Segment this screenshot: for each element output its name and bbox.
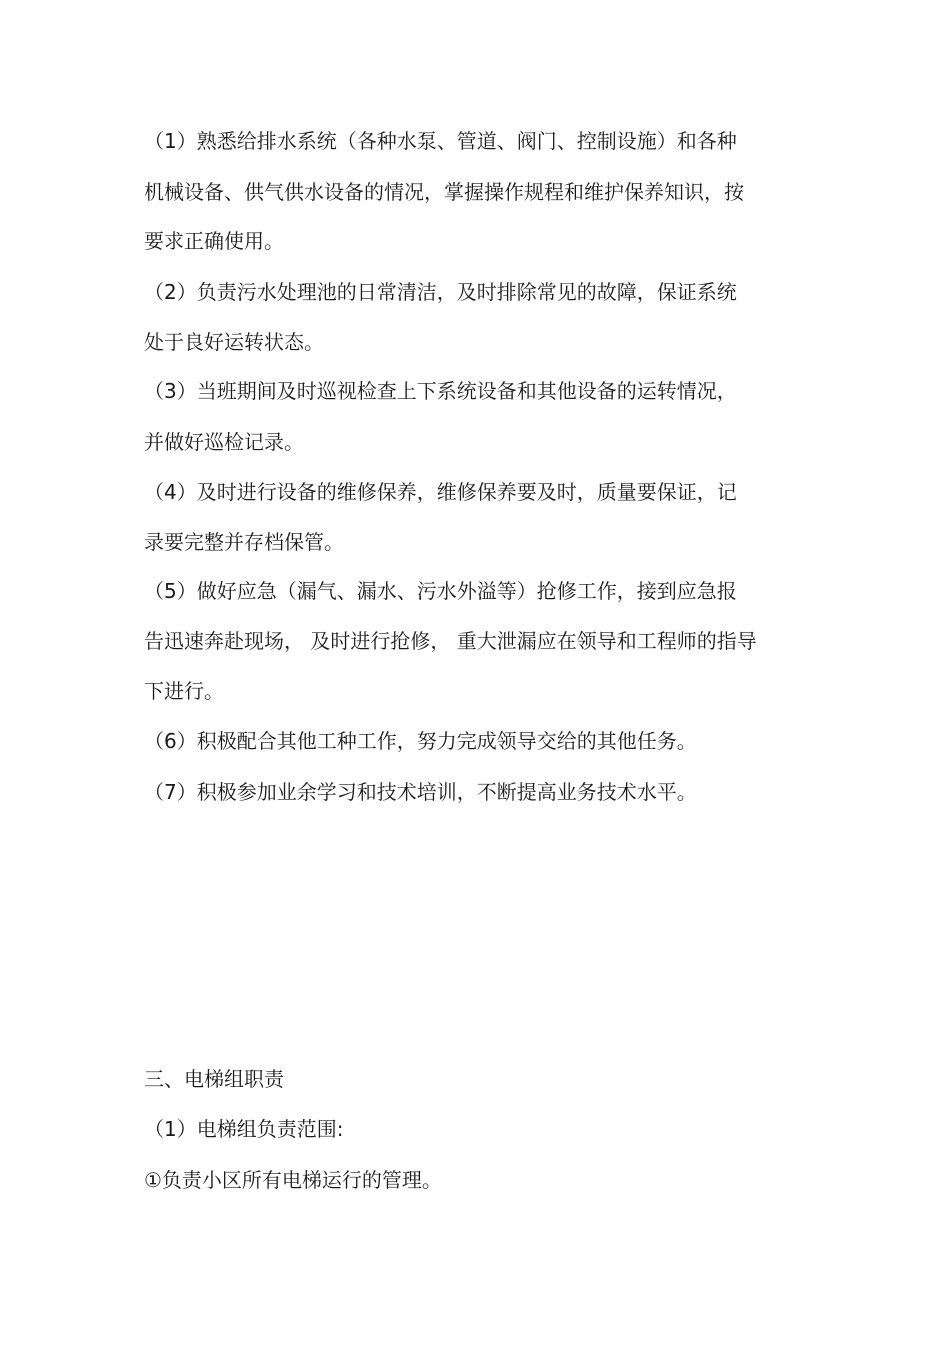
item-4-line-1: （4）及时进行设备的维修保养，维修保养要及时，质量要保证，记	[144, 480, 737, 504]
section-three-first-item: ①负责小区所有电梯运行的管理。	[144, 1168, 442, 1192]
item-5-line-3: 下进行。	[144, 679, 224, 703]
item-4-line-2: 录要完整并存档保管。	[144, 530, 344, 554]
item-2-line-1: （2）负责污水处理池的日常清洁，及时排除常见的故障，保证系统	[144, 280, 737, 304]
item-7-line-1: （7）积极参加业余学习和技术培训，不断提高业务技术水平。	[144, 780, 697, 804]
item-3-line-2: 并做好巡检记录。	[144, 430, 304, 454]
item-3-line-1: （3）当班期间及时巡视检查上下系统设备和其他设备的运转情况，	[144, 379, 737, 403]
section-three-subheading: （1）电梯组负责范围:	[144, 1117, 344, 1141]
item-5-line-2: 告迅速奔赴现场， 及时进行抢修， 重大泄漏应在领导和工程师的指导	[144, 629, 757, 653]
item-1-line-2: 机械设备、供气供水设备的情况，掌握操作规程和维护保养知识，按	[144, 180, 744, 204]
item-6-line-1: （6）积极配合其他工种工作，努力完成领导交给的其他任务。	[144, 729, 697, 753]
item-2-line-2: 处于良好运转状态。	[144, 330, 324, 354]
item-5-line-1: （5）做好应急（漏气、漏水、污水外溢等）抢修工作，接到应急报	[144, 579, 737, 603]
item-1-line-3: 要求正确使用。	[144, 229, 284, 253]
item-1-line-1: （1）熟悉给排水系统（各种水泵、管道、阀门、控制设施）和各种	[144, 129, 737, 153]
section-three-heading: 三、电梯组职责	[144, 1067, 284, 1091]
